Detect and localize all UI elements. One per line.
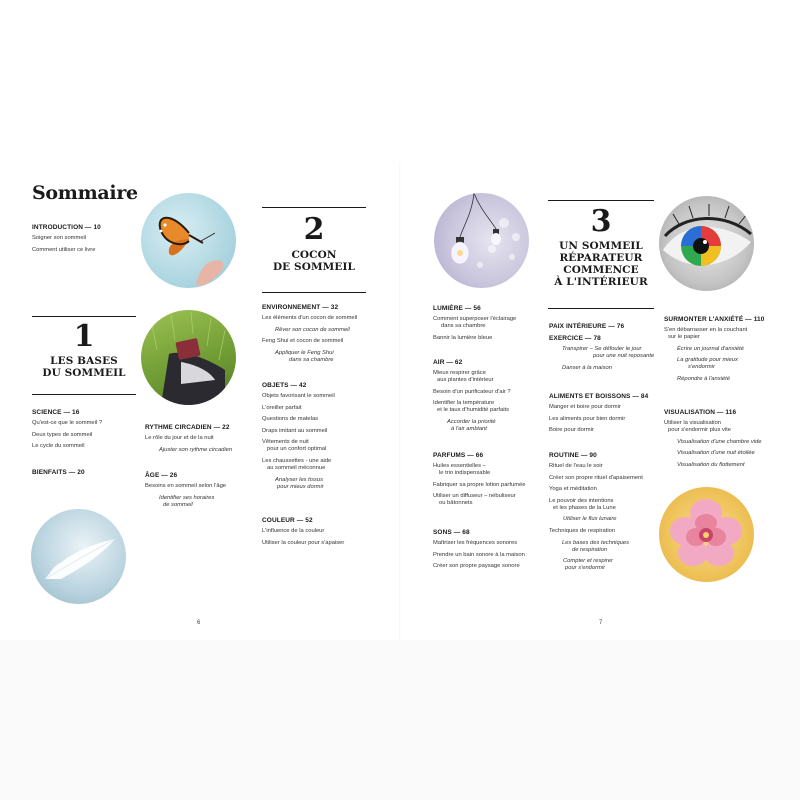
aliments-item: Boire pour dormir [549, 427, 594, 434]
chapter-3-title-line: COMMENCE [563, 264, 639, 276]
reading-in-grass-photo [141, 310, 236, 405]
anxiete-heading: SURMONTER L'ANXIÉTÉ — 110 [664, 316, 765, 323]
chapter-1-title-line: DU SOMMEIL [42, 367, 126, 379]
page-number-right: 7 [599, 620, 603, 626]
environnement-item: Appliquer le Feng Shui [275, 349, 334, 356]
routine-item: Rituel de l'eau le soir [549, 463, 603, 469]
parfums-item: ou bâtonnets [439, 500, 473, 507]
exercice-item: Danser à la maison [562, 364, 612, 371]
objets-item: Vêtements de nuit [262, 439, 309, 446]
rythme-section [145, 424, 232, 458]
eye-photo [659, 196, 754, 291]
light-bulbs-photo [434, 193, 529, 288]
air-item: et le taux d'humidité parfaits [437, 407, 509, 414]
air-item: Identifier la température [433, 400, 495, 407]
chapter-1-bottom-rule [32, 394, 136, 395]
intro-section [32, 224, 101, 258]
science-section [32, 409, 102, 455]
parfums-heading: PARFUMS — 66 [433, 452, 484, 459]
sons-section [433, 529, 525, 575]
chapter-2-bottom-rule [262, 292, 366, 293]
lumiere-item: Bannir la lumière bleue [433, 334, 493, 341]
couleur-section [262, 517, 344, 551]
science-item: Le cycle du sommeil [32, 443, 85, 450]
parfums-item: Huiles essentielles – [433, 463, 486, 469]
environnement-item: dans sa chambre [289, 356, 334, 363]
chapter-1-number: 1 [73, 319, 95, 354]
butterfly-photo [141, 193, 236, 288]
lumiere-section [433, 305, 516, 342]
environnement-item: Feng Shui et cocon de sommeil [262, 338, 344, 345]
lumiere-item: dans sa chambre [441, 323, 486, 329]
objets-item: Les chaussettes - une aide [262, 457, 332, 464]
lumiere-heading: LUMIÈRE — 56 [433, 305, 481, 312]
routine-item: Techniques de respiration [549, 527, 616, 534]
chapter-1-title-line: LES BASES [50, 355, 118, 367]
air-item: Mieux respirer grâce [433, 370, 486, 376]
aliments-item: Les aliments pour bien dormir [549, 415, 626, 422]
air-section [433, 359, 511, 433]
visualisation-item: Utiliser la visualisation [664, 420, 722, 426]
environnement-item: Les éléments d'un cocon de sommeil [262, 315, 358, 321]
environnement-item: Rêver son cocon de sommeil [275, 326, 350, 333]
feather-photo [31, 509, 126, 604]
routine-item: Yoga et méditation [549, 486, 597, 493]
air-item: Besoin d'un purificateur d'air ? [433, 388, 511, 395]
visualisation-item: Visualisation d'une nuit étoilée [677, 450, 755, 457]
parfums-section [433, 452, 525, 507]
chapter-2-title [262, 212, 366, 273]
couleur-item: Utiliser la couleur pour s'apaiser [262, 539, 345, 546]
anxiete-item: Écrire un journal d'anxiété [677, 345, 744, 352]
objets-item: pour mieux dormir [277, 483, 324, 490]
anxiete-item: Répondre à l'anxiété [677, 375, 730, 382]
routine-item: et les phases de la Lune [553, 504, 616, 511]
exercice-item: pour une nuit reposante [593, 353, 655, 359]
sons-item: Créer son propre paysage sonore [433, 563, 520, 570]
objets-item: au sommeil méconnue [267, 464, 326, 471]
routine-item: Le pouvoir des intentions [549, 497, 614, 504]
visualisation-item: Visualisation du flottement [677, 461, 745, 468]
couleur-item: L'influence de la couleur [262, 528, 325, 534]
routine-item: pour s'endormir [565, 565, 606, 572]
book-gutter [399, 162, 401, 640]
visualisation-item: Visualisation d'une chambre vide [677, 438, 762, 445]
chapter-3-title-line: RÉPARATEUR [559, 252, 643, 264]
background-below [0, 640, 800, 800]
anxiete-item: S'en débarrasser en la couchant [664, 327, 748, 333]
routine-item: Les bases des techniques [562, 539, 630, 546]
visualisation-heading: VISUALISATION — 116 [664, 409, 737, 416]
lumiere-item: Comment superposer l'éclairage [433, 316, 517, 322]
visualisation-item: pour s'endormir plus vite [668, 427, 731, 433]
age-item: Besoins en sommeil selon l'âge [145, 483, 227, 489]
rythme-item: Ajuster son rythme circadien [159, 446, 233, 453]
sons-item: Prendre un bain sonore à la maison [433, 551, 525, 558]
age-item: Identifier ses horaires [159, 494, 215, 501]
chapter-3-title-line: UN SOMMEIL [559, 240, 643, 252]
chapter-3-top-rule [548, 200, 654, 201]
chapter-3-title [548, 204, 654, 288]
chapter-1-top-rule [32, 316, 136, 317]
objets-item: Objets favorisant le sommeil [262, 393, 335, 399]
objets-item: L'oreiller parfait [262, 404, 302, 411]
chapter-2-title-line: DE SOMMEIL [272, 261, 356, 273]
routine-item: de respiration [572, 546, 608, 553]
chapter-3-title-line: À L'INTÉRIEUR [554, 276, 648, 288]
exercice-section [549, 335, 654, 372]
parfums-item: Fabriquer sa propre lotion parfumée [433, 481, 526, 488]
age-section [145, 472, 226, 509]
air-heading: AIR — 62 [433, 359, 463, 366]
anxiete-item: sur le papier [668, 334, 700, 340]
exercice-item: Transpirer – Se défouler le jour [562, 346, 642, 352]
objets-item: Questions de matelas [262, 416, 319, 423]
visualisation-section [664, 409, 761, 469]
objets-item: pour un confort optimal [267, 446, 327, 453]
pink-flower-photo [659, 487, 754, 582]
environnement-heading: ENVIRONNEMENT — 32 [262, 304, 339, 311]
page-title: Sommaire [32, 182, 138, 204]
routine-item: Créer son propre rituel d'apaisement [549, 474, 643, 481]
chapter-1-title [32, 319, 136, 379]
routine-heading: ROUTINE — 90 [549, 452, 597, 459]
exercice-heading: EXERCICE — 78 [549, 335, 601, 342]
sons-item: Maîtriser les fréquences sonores [433, 540, 518, 546]
rythme-heading: RYTHME CIRCADIEN — 22 [145, 424, 230, 431]
intro-heading: INTRODUCTION — 10 [32, 224, 101, 231]
chapter-2-title-line: COCON [291, 249, 337, 261]
routine-item: Utiliser le flux lunaire [563, 516, 617, 523]
air-item: aux plantes d'intérieur [437, 377, 494, 383]
aliments-heading: ALIMENTS ET BOISSONS — 84 [549, 393, 649, 400]
bienfaits-heading: BIENFAITS — 20 [32, 469, 85, 476]
air-item: à l'air ambiant [451, 425, 487, 432]
intro-item: Soigner son sommeil [32, 235, 87, 241]
chapter-2-top-rule [262, 207, 366, 208]
science-item: Qu'est-ce que le sommeil ? [32, 420, 103, 426]
air-item: Accorder la priorité [447, 418, 496, 425]
anxiete-item: s'endormir [688, 364, 715, 371]
aliments-item: Manger et boire pour dormir [549, 404, 621, 410]
routine-section [549, 452, 643, 572]
objets-item: Draps imitant au sommeil [262, 427, 328, 434]
paix-heading: PAIX INTÉRIEURE — 76 [549, 323, 625, 330]
intro-item: Comment utiliser ce livre [32, 246, 96, 253]
sons-heading: SONS — 68 [433, 529, 470, 536]
age-heading: ÂGE — 26 [145, 472, 178, 479]
objets-heading: OBJETS — 42 [262, 382, 307, 389]
chapter-3-number: 3 [590, 204, 612, 239]
environnement-section [262, 304, 357, 364]
routine-item: Compter et respirer [563, 558, 613, 565]
objets-item: Analyser les tissus [275, 476, 324, 483]
aliments-section [549, 393, 648, 439]
science-heading: SCIENCE — 16 [32, 409, 80, 416]
age-item: de sommeil [163, 501, 193, 508]
parfums-item: le trio indispensable [439, 470, 491, 476]
chapter-3-bottom-rule [548, 308, 654, 309]
couleur-heading: COULEUR — 52 [262, 517, 313, 524]
anxiete-section [664, 316, 764, 383]
objets-section [262, 382, 335, 491]
science-item: Deux types de sommeil [32, 431, 93, 438]
chapter-2-number: 2 [303, 212, 325, 247]
parfums-item: Utiliser un diffuseur – nébuliseur [433, 493, 516, 500]
page-number-left: 6 [197, 620, 201, 626]
rythme-item: Le rôle du jour et de la nuit [145, 435, 214, 441]
anxiete-item: La gratitude pour mieux [677, 357, 738, 364]
